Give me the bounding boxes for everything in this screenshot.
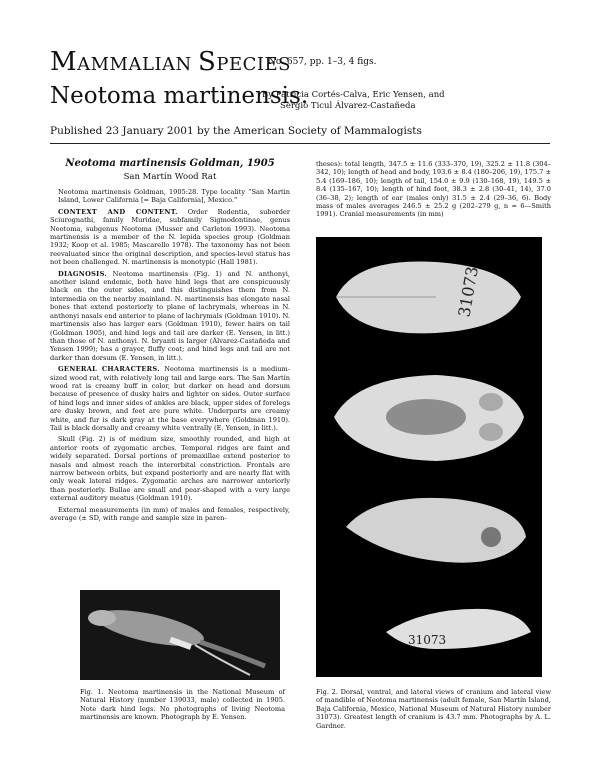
context-paragraph: CONTEXT AND CONTENT. Order Rodentia, suborder Sciurognathi, family Muridae, subfamily Sigmodontinae, genus Neotoma, subgenus Neotoma (Musser and Carleton 1993). Neotoma martinensis is a member of the N. lepida species group (Goldman 1932; Koop et al. 1985; Mascarello 1978). The taxonomy has not been reevaluated since the original description, and species-level status has not been challenged. N. martinensis is monotypic (Hall 1981). [50, 207, 290, 267]
measurements-paragraph: External measurements (in mm) of males and females, respectively, average (± SD, with range and sample size in paren- [50, 505, 290, 523]
journal-title: MAMMALIAN SPECIES [50, 47, 291, 77]
fig1-specimen-photo [80, 590, 280, 680]
fig2-caption: Fig. 2. Dorsal, ventral, and lateral views of cranium and lateral view of mandible of Neotoma martinensis (adult female, San Martín Island, Baja California, Mexico, National Museum of Natural History number 31073). Greatest length of cranium is 43.7 mm. Photographs by A. L. Gardner. [316, 688, 551, 730]
issue-info: No. 657, pp. 1–3, 4 figs. [268, 57, 377, 67]
right-column-text: theses): total length, 347.5 ± 11.6 (333–370, 19), 325.2 ± 11.8 (304–342, 10); length of head and body, 193.6 ± 8.4 (180–206, 19), 175.7 ± 5.4 (169–186, 10); length of tail, 154.0 ± 9.9 (130–168, 19), 149.5 ± 8.4 (135–167, 10); length of hind foot, 38.3 ± 2.8 (30–41, 14), 37.0 (36–38, 2); length of ear (males only) 31.5 ± 2.4 (29–36, 6). Body mass of males averages 246.5 ± 25.2 g (202–279 g, n = 6—Smith 1991). Cranial measurements (in mm) [316, 160, 551, 219]
header-rule [50, 143, 550, 144]
specimen-number-label: 31073 [454, 264, 482, 319]
species-title: Neotoma martinensis. [50, 83, 309, 109]
skull-views-image [316, 237, 542, 677]
synonymy: Neotoma martinensis Goldman, 1905:28. Type locality “San Martin Island, Lower California [= Baja California], Mexico.” [58, 188, 290, 205]
common-name: San Martín Wood Rat [123, 172, 217, 182]
skull-paragraph: Skull (Fig. 2) is of medium size, smoothly rounded, and high at anterior roots of zygomatic arches. Temporal ridges are faint and widely separated. Dorsal portions of premaxillae extend posterior to nasals and almost reach the interorbital constriction. Frontals are narrow between orbits, but expand posteriorly and are nearly flat with only weak lateral ridges. Zygomatic arches are narrower anteriorly than posteriorly. Bullae are small and pear-shaped with a very large external auditory meatus (Goldman 1910). [50, 435, 290, 503]
fig1-caption: Fig. 1. Neotoma martinensis in the National Museum of Natural History (number 139033, male) collected in 1905. Note dark hind legs. No photographs of living Neotoma martinensis are known. Photograph by E. Yensen. [80, 688, 285, 722]
general-characters-paragraph: GENERAL CHARACTERS. Neotoma martinensis is a medium-sized wood rat, with relatively long tail and large ears. The San Martín wood rat is creamy buff in color, but darker on head and dorsum because of presence of dusky hairs and lighter on sides. Outer surface of hind legs and inner sides of ankles are black, upper sides of forelegs are dusky brown, and feet are pure white. Underparts are creamy white, and fur is dark gray at the base everywhere (Goldman 1910). Tail is black dorsally and creamy white ventrally (E. Yensen, in litt.). [50, 365, 290, 432]
rat-specimen-image [80, 590, 280, 680]
published-line: Published 23 January 2001 by the American Society of Mammalogists [50, 125, 422, 137]
mandible-specimen-label: 31073 [408, 633, 447, 647]
fig2-skull-photos [316, 237, 542, 677]
article-title: Neotoma martinensis Goldman, 1905 [65, 158, 275, 169]
diagnosis-paragraph: DIAGNOSIS. Neotoma martinensis (Fig. 1) and N. anthonyi, another island endemic, both have hind legs that are conspicuously black on the outer sides, and this distinguishes them from N. intermedia on the nearby mainland. N. martinensis has elongate nasal bones that extend posteriorly to plane of lachrymals, whereas in N. anthonyi nasals end anterior to plane of lachrymals (Goldman 1910). N. martinensis also has larger ears (Goldman 1910), fewer hairs on tail (Goldman 1905), and hind legs and tail are darker (E. Yensen, in litt.) than those of N. anthonyi. N. bryanti is larger (Álvarez-Castañeda and Yensen 1999); has a grayer, fluffy coat; and hind legs and tail are not darker than dorsum (E. Yensen, in litt.). [50, 269, 290, 362]
authors: By Patricia Cortés-Calva, Eric Yensen, and Sergio Ticul Álvarez-Castañeda [262, 90, 445, 111]
left-column [50, 150, 290, 525]
